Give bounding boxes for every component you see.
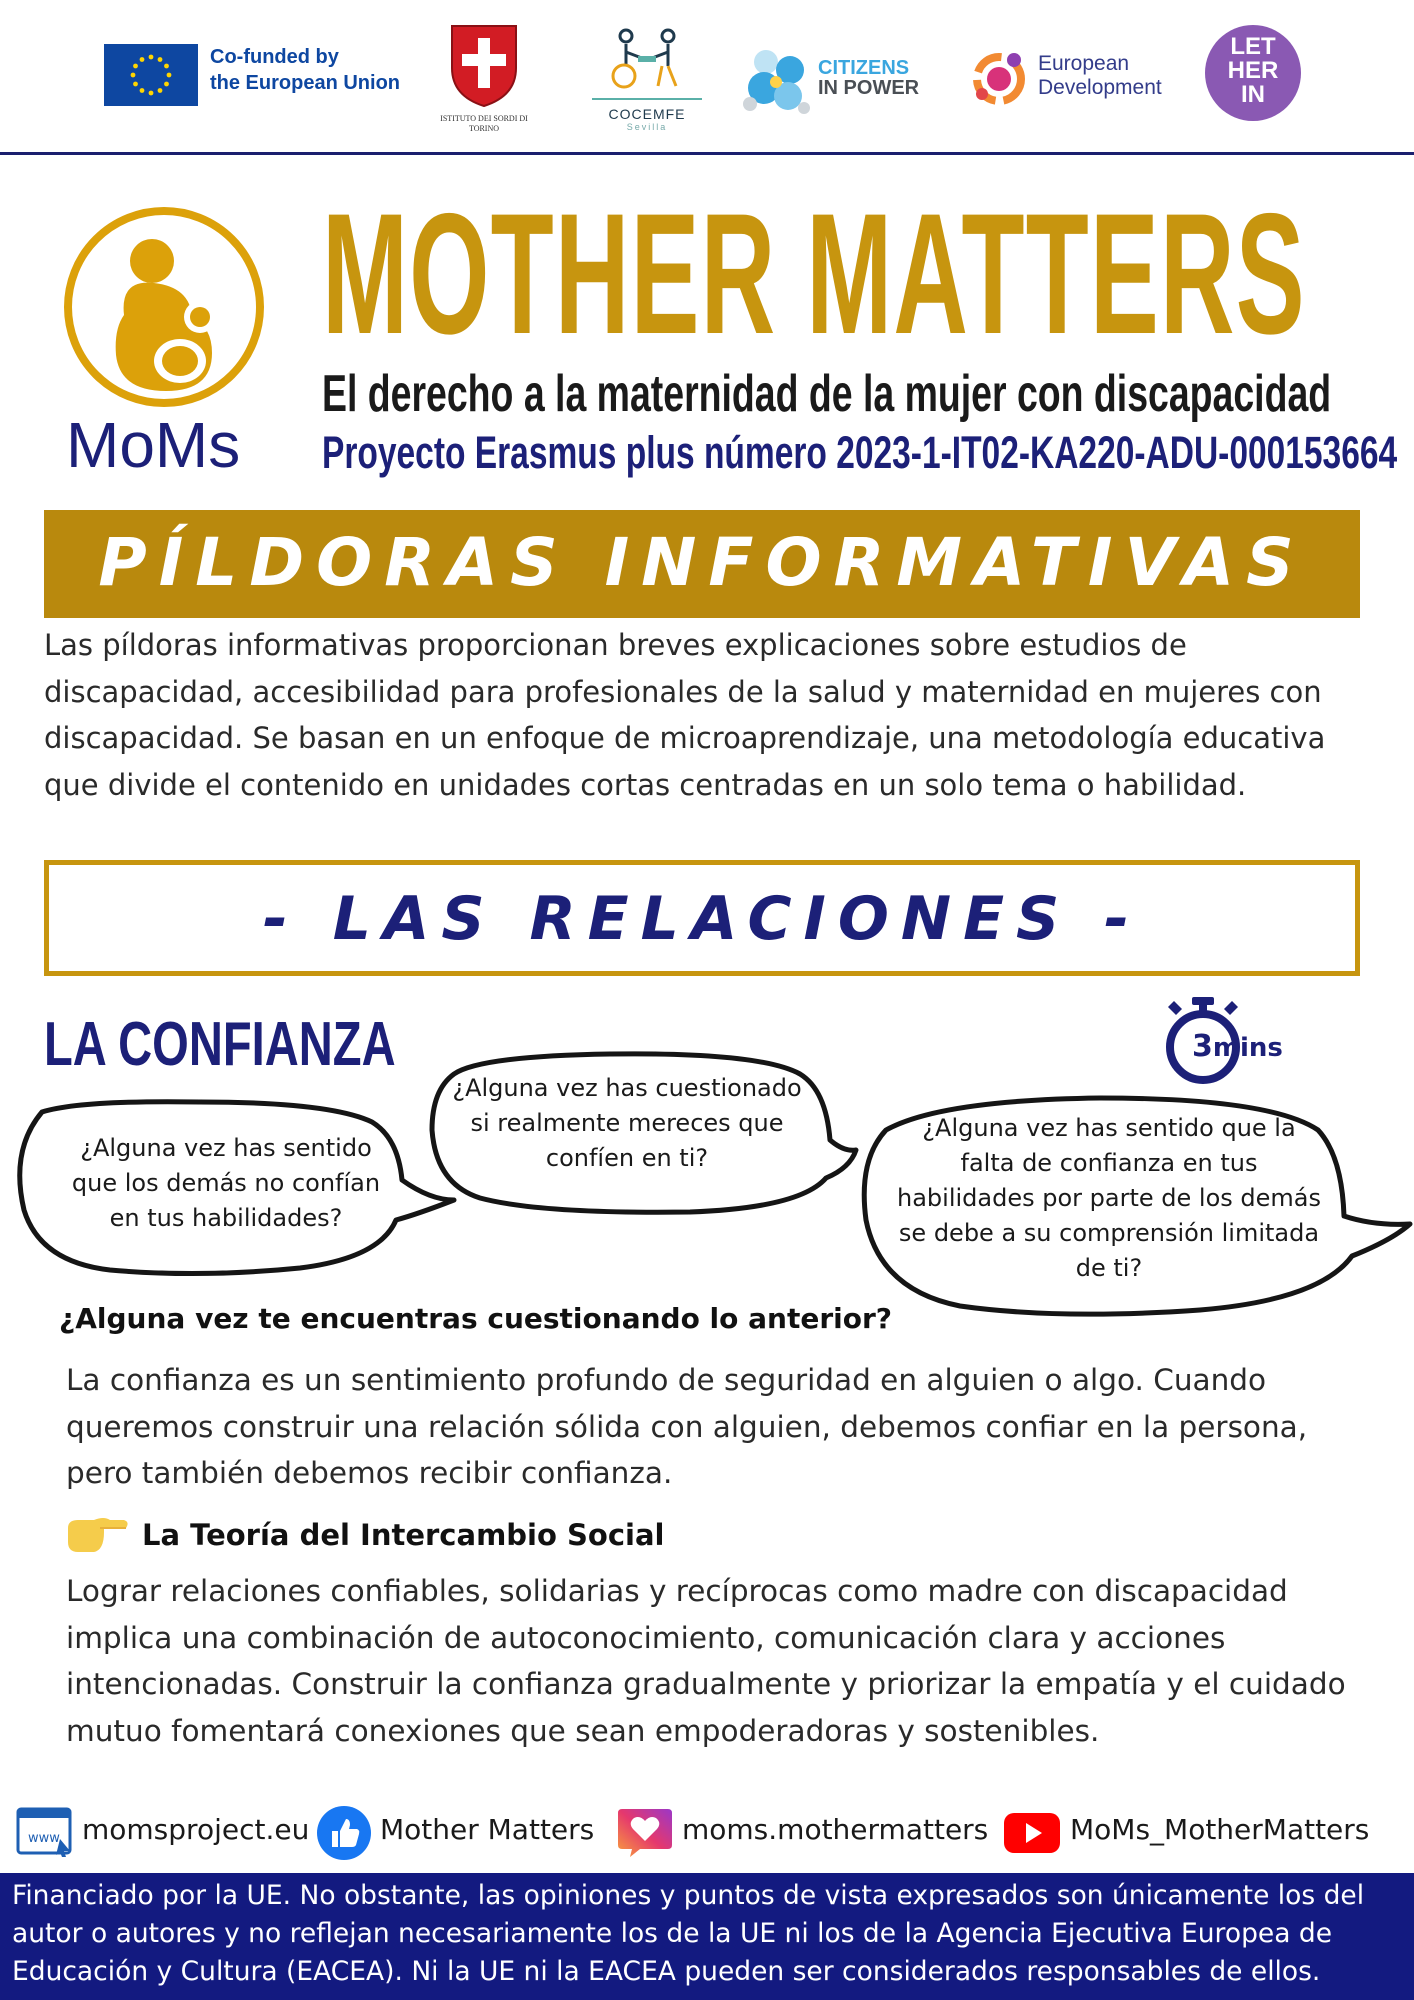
citizens-line1: CITIZENS [818,57,910,79]
funding-disclaimer-text: Financiado por la UE. No obstante, las opiniones y puntos de vista expresados son únicamente los del autor o autores y no reflejan necesariamente los de la UE ni los de la Agencia Ejecutiva Europea de Educación y Cultura (EACEA). Ni la UE ni la EACEA pueden ser considerados responsables de ellos. [12,1880,1365,1987]
youtube-label: MoMs_MotherMatters [1070,1813,1370,1846]
citizens-label [818,58,919,98]
european-development-label [1038,52,1162,100]
instagram-label: moms.mothermatters [682,1813,989,1846]
letherin-line2: HER [1227,57,1279,84]
letherin-line1: LET [1230,33,1276,60]
pointing-hand-icon [64,1510,130,1558]
reading-time-number: 3 [1192,1029,1213,1064]
pildoras-banner [44,510,1360,618]
european-development-logo [966,46,1162,116]
social-links-row [0,1803,1414,1859]
web-browser-icon [16,1805,74,1859]
facebook-label: Mother Matters [380,1813,595,1846]
page-title: MOTHER MATTERS [322,178,1306,370]
instagram-heart-icon [616,1805,674,1859]
pildoras-banner-title: PÍLDORAS INFORMATIVAS [98,524,1306,601]
intro-paragraph: Las píldoras informativas proporcionan breves explicaciones sobre estudios de discapacidad, accesibilidad para profesionales de la salud y maternidad en mujeres con discapacidad. Se basan en un enfoque de microaprendizaje, una metodología educativa que divide el contenido en unidades cortas centradas en un solo tema o habilidad. [44,628,1326,802]
partner-logo-bar [0,0,1414,155]
european-line2: Development [1038,76,1162,99]
european-development-swirl-icon [966,46,1032,112]
moms-mother-child-logo-icon [62,205,266,409]
speech-bubble-2-text: ¿Alguna vez has cuestionado si realmente mereces que confíen en ti? [452,1074,802,1172]
theory-paragraph: Lograr relaciones confiables, solidarias y recíprocas como madre con discapacidad implica una combinación de autoconocimiento, comunicación clara y acciones intencionadas. Construir la confianza gradualmente y priorizar la empatía y el cuidado mutuo fomentará conexiones que sean empoderadoras y sostenibles. [66,1574,1346,1748]
eu-text-line2: the European Union [210,72,400,94]
project-number: Proyecto Erasmus plus número 2023-1-IT02-KA220-ADU-000153664 [322,427,1398,478]
letherin-line3: IN [1241,81,1265,108]
eu-text-line1: Co-funded by [210,46,339,68]
youtube-play-icon [1002,1805,1062,1859]
cocemfe-sub: Sevilla [626,122,668,132]
speech-bubble-1-text: ¿Alguna vez has sentido que los demás no confían en tus habilidades? [71,1134,381,1232]
theory-title: La Teoría del Intercambio Social [142,1518,665,1552]
cocemfe-people-icon [602,26,692,92]
torino-shield-icon [448,22,520,108]
thumbs-up-icon [316,1805,372,1861]
cocemfe-logo [592,26,702,132]
cocemfe-name: COCEMFE [592,98,702,122]
moms-brand-label: MoMs [66,409,241,481]
page-subtitle: El derecho a la maternidad de la mujer con discapacidad [322,365,1332,423]
topic-title: LA CONFIANZA [44,1010,396,1079]
let-her-in-logo [1205,25,1301,121]
eu-flag-icon [104,44,198,106]
question-heading: ¿Alguna vez te encuentras cuestionando lo anterior? [59,1302,893,1335]
istituto-sordi-torino-logo [440,22,528,133]
trust-definition-paragraph: La confianza es un sentimiento profundo de seguridad en alguien o algo. Cuando queremos construir una relación sólida con alguien, debemos confiar en la persona, pero también debemos recibir confianza. [66,1363,1308,1490]
eu-cofunded-label [210,44,400,96]
website-label: momsproject.eu [82,1813,310,1846]
section-title: - LAS RELACIONES - [262,884,1142,954]
speech-bubble-3-text: ¿Alguna vez has sentido que la falta de confianza en tus habilidades por parte de los demás se debe a su comprensión limitada de ti? [897,1114,1321,1282]
reading-time-unit: mins [1212,1033,1283,1063]
european-line1: European [1038,52,1130,75]
citizens-line2: IN POWER [818,77,920,99]
citizens-in-power-logo [742,48,920,122]
section-heading-box [44,860,1360,976]
torino-caption: ISTITUTO DEI SORDI DI TORINO [440,114,528,133]
citizens-flower-icon [742,48,814,118]
funding-disclaimer-footer [0,1873,1414,2000]
web-icon-text: www [28,1831,60,1846]
